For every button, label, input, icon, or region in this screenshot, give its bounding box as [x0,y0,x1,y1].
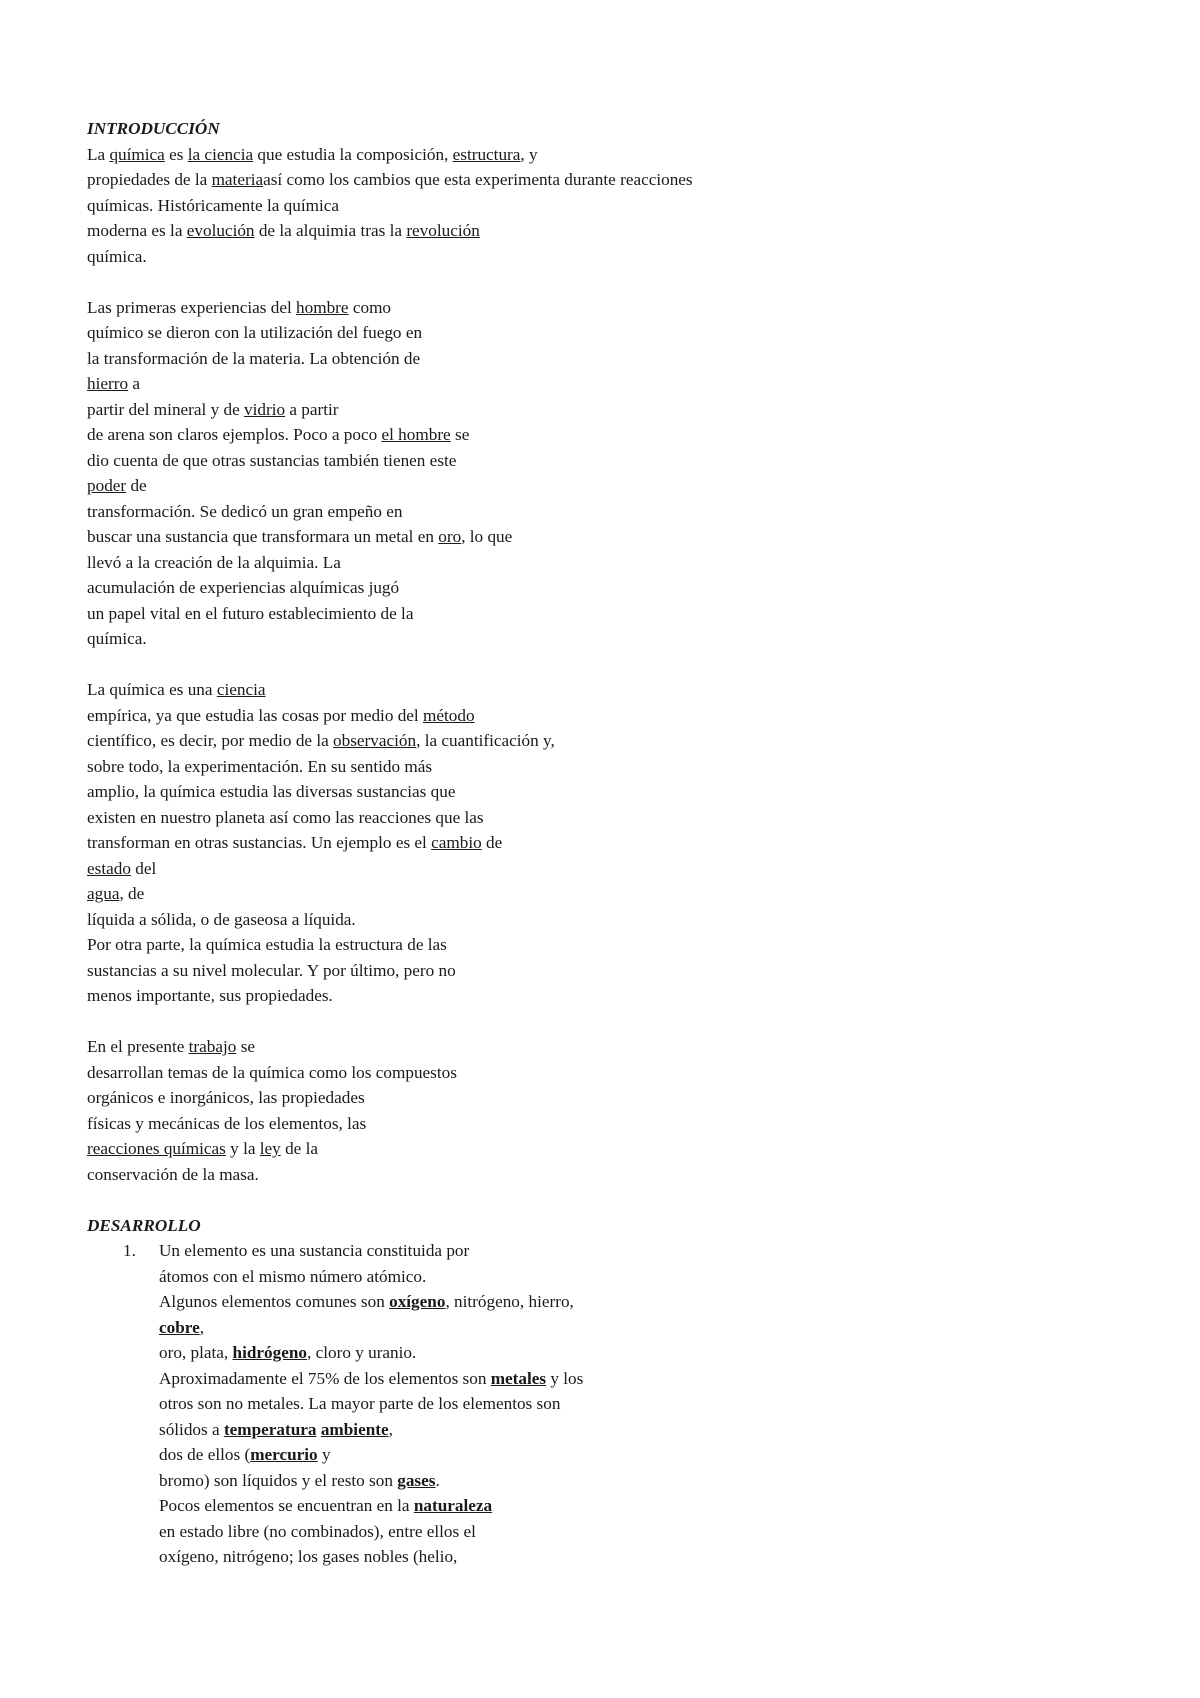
list-item-line: Aproximadamente el 75% de los elementos son metales y los [159,1368,584,1388]
list-item-line: átomos con el mismo número atómico. [159,1266,427,1286]
paragraph-spacer [87,269,987,295]
hyperlink-quimica[interactable]: química [109,144,165,164]
hyperlink-poder[interactable]: poder [87,476,127,495]
text-line: menos importante, sus propiedades. [87,986,333,1005]
list-item-line: Pocos elementos se encuentran en la naturaleza [159,1496,493,1515]
list-item-line: Algunos elementos comunes son oxígeno, nitrógeno, hierro, [159,1292,574,1311]
text-line: llevó a la creación de la alquimia. La [87,552,341,572]
list-item-line: sólidos a temperatura ambiente, [159,1419,393,1439]
section-heading-desarrollo: DESARROLLO [87,1215,201,1235]
text-line: sobre todo, la experimentación. En su sentido más [87,756,433,776]
document-body [87,116,987,1570]
hyperlink-ambiente[interactable]: ambiente [320,1419,389,1439]
hyperlink-oxigeno[interactable]: oxígeno [389,1292,446,1311]
hyperlink-el-hombre[interactable]: el hombre [381,425,451,444]
text-line: científico, es decir, por medio de la observación, la cuantificación y, [87,731,555,750]
text-line: acumulación de experiencias alquímicas jugó [87,578,400,597]
hyperlink-la-ciencia[interactable]: la ciencia [187,144,254,164]
text-line: poder de [87,476,147,495]
hyperlink-cobre[interactable]: cobre [159,1317,200,1337]
text-line: transforman en otras sustancias. Un ejemplo es el cambio de [87,833,503,852]
text-line: agua, de [87,884,145,903]
text-line: sustancias a su nivel molecular. Y por último, pero no [87,960,456,980]
text-line: química. [87,629,147,648]
text-line: química. [87,246,147,266]
text-line: físicas y mecánicas de los elementos, las [87,1113,367,1133]
paragraph-spacer [87,1009,987,1035]
hyperlink-metales[interactable]: metales [490,1368,547,1388]
hyperlink-estado[interactable]: estado [87,858,131,878]
text-line: En el presente trabajo se [87,1037,256,1056]
list-number: 1. [123,1241,136,1260]
text-line: químicas. Históricamente la química [87,195,340,215]
list-item-line: dos de ellos (mercurio y [159,1445,331,1464]
section-heading-introduccion: INTRODUCCIÓN [87,119,220,138]
list-item-line: otros son no metales. La mayor parte de los elementos son [159,1394,561,1413]
hyperlink-ley[interactable]: ley [259,1139,281,1158]
text-line: moderna es la evolución de la alquimia tras la revolución [87,221,480,240]
text-line: dio cuenta de que otras sustancias también tienen este [87,450,457,470]
list-item-line: oxígeno, nitrógeno; los gases nobles (helio, [159,1547,458,1566]
hyperlink-agua[interactable]: agua [87,884,120,903]
text-line: empírica, ya que estudia las cosas por medio del método [87,705,475,725]
hyperlink-ciencia[interactable]: ciencia [216,680,266,699]
hyperlink-gases[interactable]: gases [397,1470,436,1490]
hyperlink-cambio[interactable]: cambio [431,833,482,852]
text-line: estado del [87,858,157,878]
list-item-line: en estado libre (no combinados), entre ellos el [159,1521,476,1541]
text-line: propiedades de la materiaasí como los cambios que esta experimenta durante reacciones [87,170,693,189]
text-line: líquida a sólida, o de gaseosa a líquida. [87,909,356,929]
text-line: buscar una sustancia que transformara un metal en oro, lo que [87,527,513,546]
text-line: Por otra parte, la química estudia la estructura de las [87,935,447,954]
text-line: Las primeras experiencias del hombre como [87,297,392,317]
hyperlink-metodo[interactable]: método [423,705,475,725]
hyperlink-materia[interactable]: materia [211,170,264,189]
text-line: La química es una ciencia [87,680,266,699]
hyperlink-hierro[interactable]: hierro [87,374,129,393]
text-line: reacciones químicas y la ley de la [87,1139,318,1158]
hyperlink-hombre[interactable]: hombre [296,297,349,317]
hyperlink-observacion[interactable]: observación [333,731,417,750]
text-line: la transformación de la materia. La obtención de [87,348,421,368]
list-item-line: cobre, [159,1317,205,1337]
text-line: La química es la ciencia que estudia la composición, estructura, y [87,144,538,164]
hyperlink-naturaleza[interactable]: naturaleza [413,1496,493,1515]
text-line: orgánicos e inorgánicos, las propiedades [87,1088,365,1107]
hyperlink-revolucion[interactable]: revolución [406,221,480,240]
text-line: partir del mineral y de vidrio a partir [87,399,339,419]
text-line: transformación. Se dedicó un gran empeño en [87,501,403,521]
text-line: amplio, la química estudia las diversas sustancias que [87,782,456,801]
paragraph-spacer [87,1187,987,1213]
text-line: desarrollan temas de la química como los compuestos [87,1062,457,1082]
text-line: químico se dieron con la utilización del fuego en [87,323,423,342]
list-item-line: bromo) son líquidos y el resto son gases. [159,1470,440,1490]
hyperlink-reacciones-quimicas[interactable]: reacciones químicas [87,1139,226,1158]
hyperlink-hidrogeno[interactable]: hidrógeno [232,1343,308,1362]
text-line: conservación de la masa. [87,1164,259,1184]
paragraph-spacer [87,652,987,678]
text-line: hierro a [87,374,140,393]
list-item-line: oro, plata, hidrógeno, cloro y uranio. [159,1343,417,1362]
hyperlink-oro[interactable]: oro [438,527,462,546]
hyperlink-vidrio[interactable]: vidrio [244,399,286,419]
hyperlink-evolucion[interactable]: evolución [186,221,255,240]
list-item-line: 1. Un elemento es una sustancia constituida por [87,1238,987,1264]
hyperlink-estructura[interactable]: estructura [452,144,521,164]
hyperlink-mercurio[interactable]: mercurio [250,1445,318,1464]
text-line: de arena son claros ejemplos. Poco a poco el hombre se [87,425,470,444]
hyperlink-trabajo[interactable]: trabajo [188,1037,237,1056]
text-line: existen en nuestro planeta así como las reacciones que las [87,807,484,827]
hyperlink-temperatura[interactable]: temperatura [223,1419,317,1439]
text-line: un papel vital en el futuro establecimiento de la [87,603,414,623]
